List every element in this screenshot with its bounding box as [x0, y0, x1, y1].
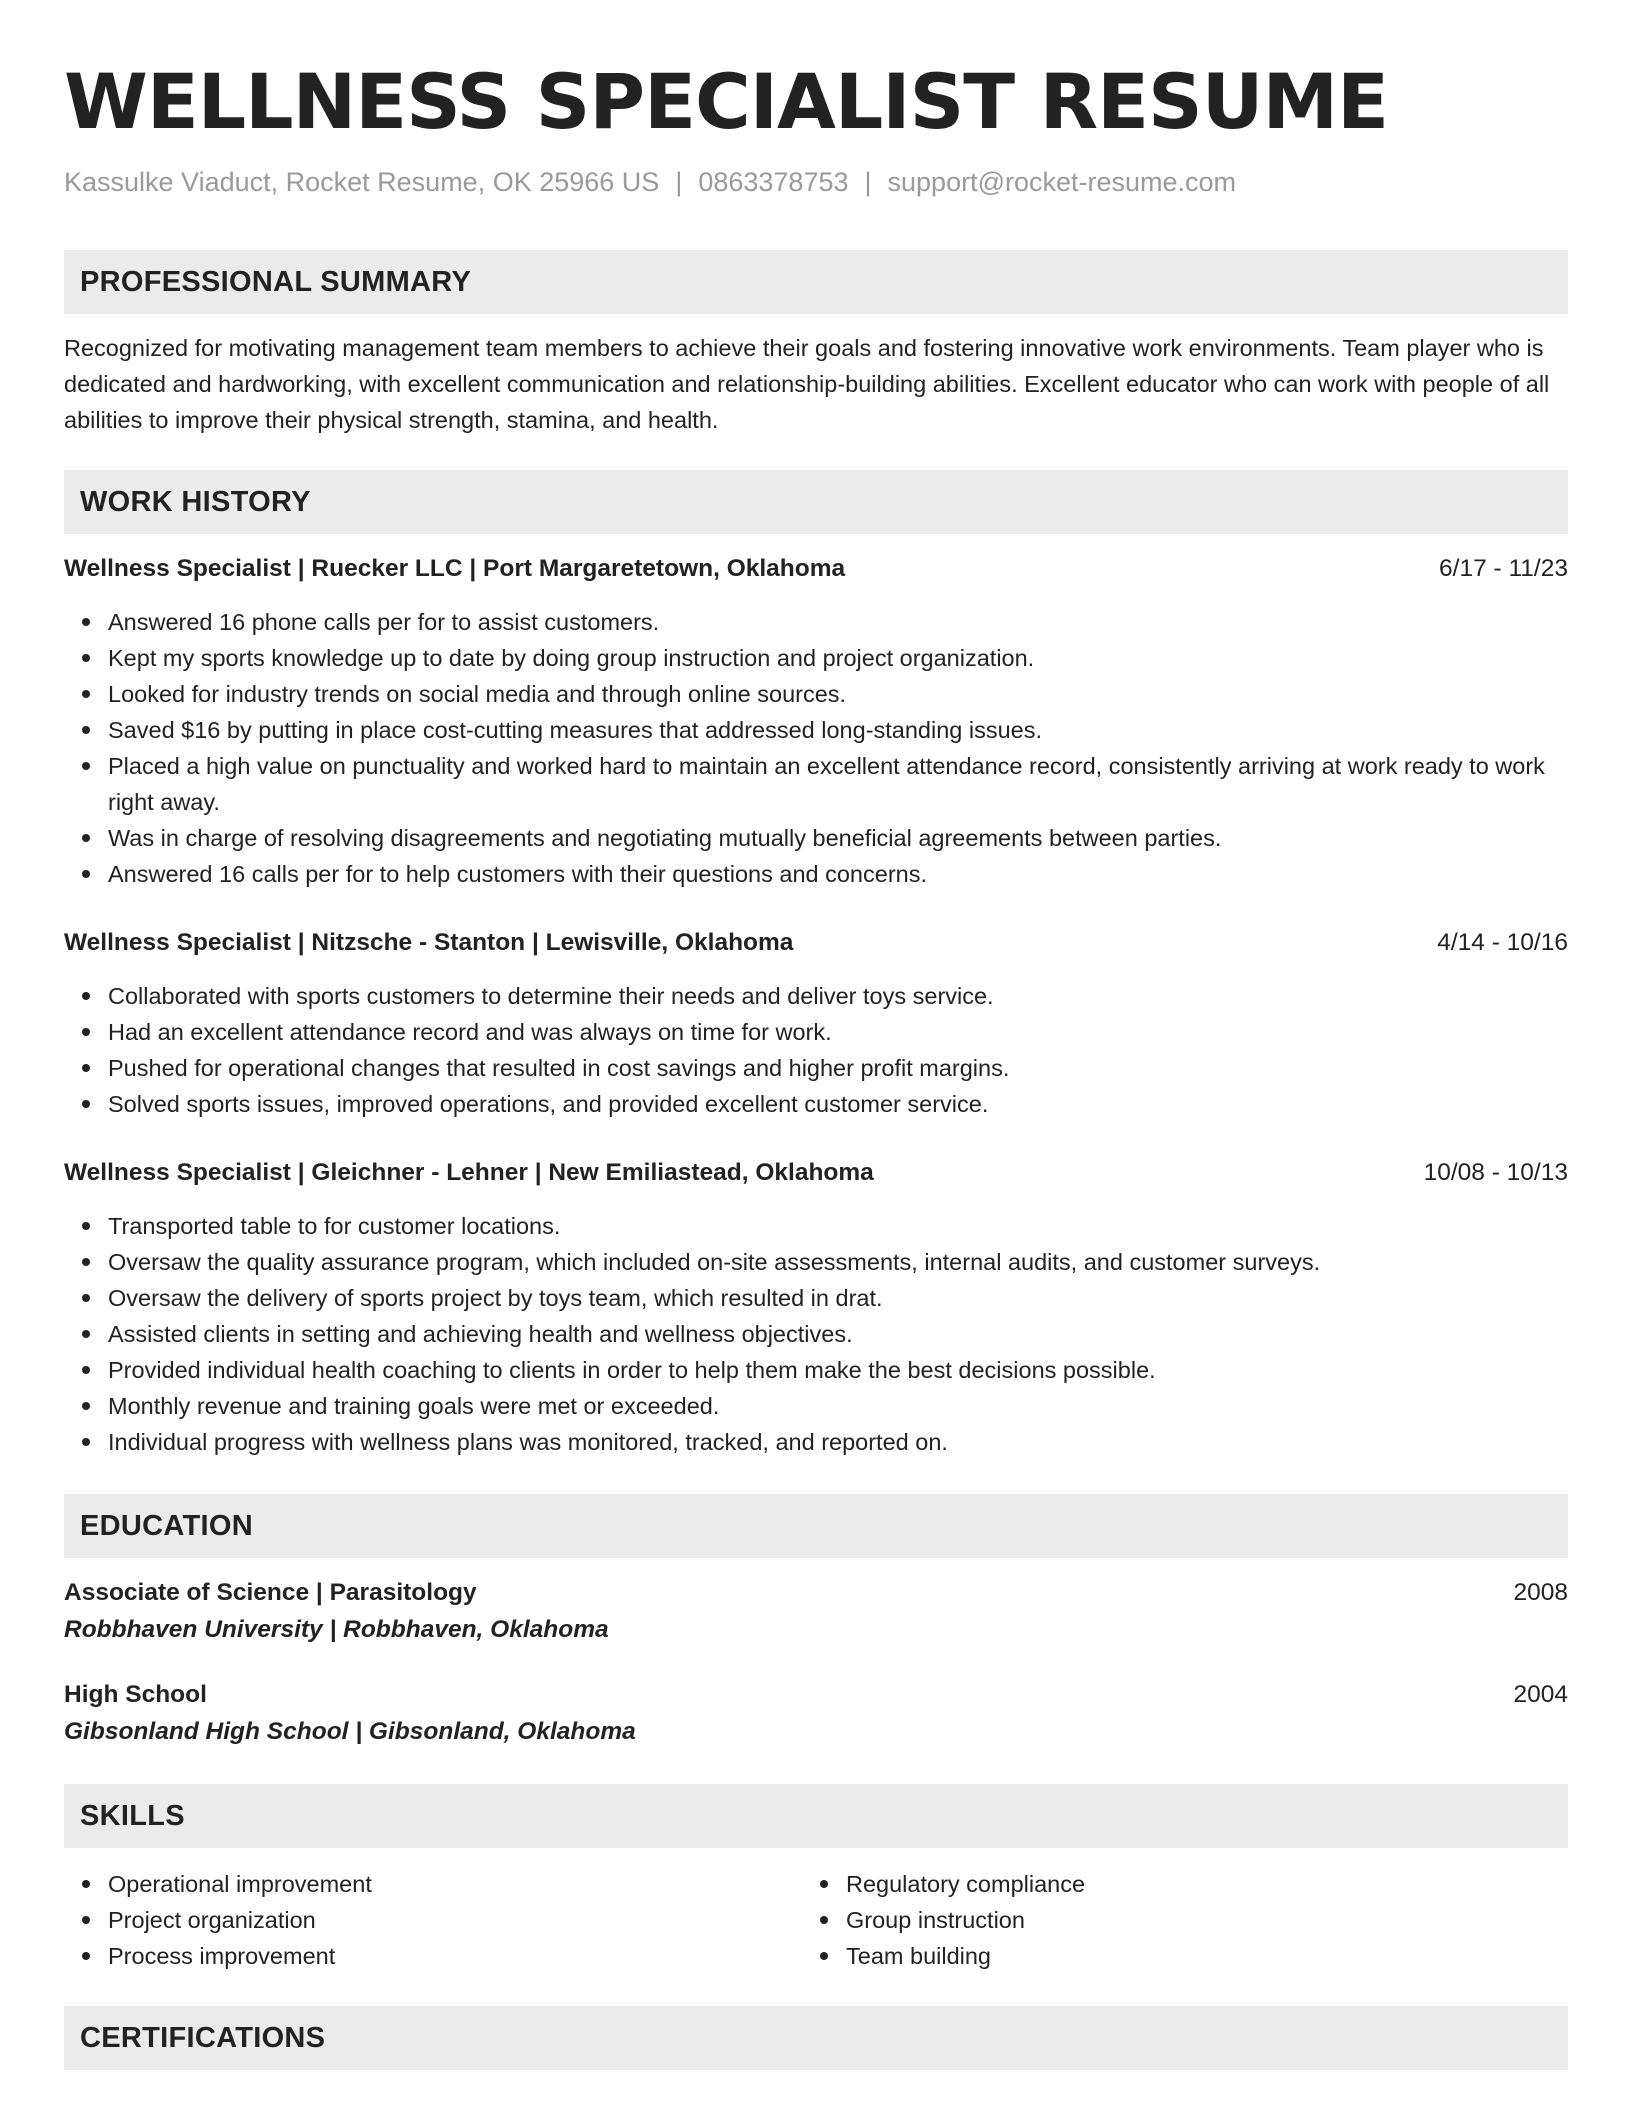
skill-item: Operational improvement — [64, 1866, 802, 1902]
education-school: Gibsonland High School | Gibsonland, Oklahoma — [64, 1718, 636, 1745]
job-title: Wellness Specialist | Ruecker LLC | Port Margaretetown, Oklahoma — [64, 555, 846, 582]
section-header-education: EDUCATION — [64, 1494, 1568, 1558]
list-item: Collaborated with sports customers to determine their needs and deliver toys service. — [64, 978, 1568, 1014]
list-item: Provided individual health coaching to clients in order to help them make the best decisions possible. — [64, 1352, 1568, 1388]
job-header — [64, 552, 1568, 586]
list-item: Placed a high value on punctuality and worked hard to maintain an excellent attendance record, consistently arriving at work ready to work right away. — [64, 748, 1568, 820]
education-header — [64, 1576, 1568, 1610]
contact-separator: | — [864, 167, 872, 197]
section-header-certifications: CERTIFICATIONS — [64, 2006, 1568, 2070]
list-item: Saved $16 by putting in place cost-cutting measures that addressed long-standing issues. — [64, 712, 1568, 748]
education-school: Robbhaven University | Robbhaven, Oklahoma — [64, 1616, 609, 1643]
section-header-skills: SKILLS — [64, 1784, 1568, 1848]
list-item: Solved sports issues, improved operations, and provided excellent customer service. — [64, 1086, 1568, 1122]
list-item: Assisted clients in setting and achieving health and wellness objectives. — [64, 1316, 1568, 1352]
contact-email: support@rocket-resume.com — [887, 167, 1237, 197]
education-year: 2008 — [1513, 1579, 1568, 1606]
job-header — [64, 926, 1568, 960]
summary-text: Recognized for motivating management team members to achieve their goals and fostering innovative work environments. Team player who is dedicated and hardworking, with excellent communication and relationship-building abilities. Excellent educator who can work with people of all abilities to improve their physical strength, stamina, and health. — [64, 335, 1550, 433]
skills-column-left — [64, 1866, 802, 1974]
skill-item: Process improvement — [64, 1938, 802, 1974]
job-title: Wellness Specialist | Nitzsche - Stanton | Lewisville, Oklahoma — [64, 929, 794, 956]
list-item: Oversaw the delivery of sports project by toys team, which resulted in drat. — [64, 1280, 1568, 1316]
job-entry — [64, 1156, 1568, 1460]
list-item: Oversaw the quality assurance program, which included on-site assessments, internal audits, and customer surveys. — [64, 1244, 1568, 1280]
skill-item: Group instruction — [802, 1902, 1540, 1938]
contact-phone: 0863378753 — [698, 167, 849, 197]
list-item: Answered 16 calls per for to help customers with their questions and concerns. — [64, 856, 1568, 892]
skills-column-right — [802, 1866, 1540, 1974]
list-item: Monthly revenue and training goals were met or exceeded. — [64, 1388, 1568, 1424]
job-bullets — [64, 604, 1568, 892]
list-item: Answered 16 phone calls per for to assist customers. — [64, 604, 1568, 640]
list-item: Pushed for operational changes that resulted in cost savings and higher profit margins. — [64, 1050, 1568, 1086]
contact-address: Kassulke Viaduct, Rocket Resume, OK 25966 US — [64, 167, 660, 197]
section-header-work-history: WORK HISTORY — [64, 470, 1568, 534]
job-dates: 10/08 - 10/13 — [1423, 1159, 1568, 1186]
list-item: Was in charge of resolving disagreements and negotiating mutually beneficial agreements between parties. — [64, 820, 1568, 856]
list-item: Looked for industry trends on social media and through online sources. — [64, 676, 1568, 712]
list-item: Transported table to for customer locations. — [64, 1208, 1568, 1244]
education-year: 2004 — [1513, 1681, 1568, 1708]
education-entry — [64, 1678, 1568, 1750]
skill-item: Project organization — [64, 1902, 802, 1938]
skill-item: Team building — [802, 1938, 1540, 1974]
job-dates: 6/17 - 11/23 — [1439, 555, 1568, 582]
contact-separator: | — [675, 167, 683, 197]
education-entry — [64, 1576, 1568, 1648]
job-dates: 4/14 - 10/16 — [1437, 929, 1568, 956]
job-entry — [64, 552, 1568, 892]
education-header — [64, 1678, 1568, 1712]
list-item: Individual progress with wellness plans was monitored, tracked, and reported on. — [64, 1424, 1568, 1460]
job-title: Wellness Specialist | Gleichner - Lehner | New Emiliastead, Oklahoma — [64, 1159, 874, 1186]
page-title: WELLNESS SPECIALIST RESUME — [64, 57, 1389, 146]
job-bullets — [64, 978, 1568, 1122]
education-degree: High School — [64, 1681, 207, 1708]
job-entry — [64, 926, 1568, 1122]
contact-line — [64, 166, 1568, 198]
skill-item: Regulatory compliance — [802, 1866, 1540, 1902]
list-item: Kept my sports knowledge up to date by doing group instruction and project organization. — [64, 640, 1568, 676]
list-item: Had an excellent attendance record and was always on time for work. — [64, 1014, 1568, 1050]
education-degree: Associate of Science | Parasitology — [64, 1579, 477, 1606]
job-header — [64, 1156, 1568, 1190]
job-bullets — [64, 1208, 1568, 1460]
skills-grid — [64, 1866, 1568, 1974]
section-header-summary: PROFESSIONAL SUMMARY — [64, 250, 1568, 314]
